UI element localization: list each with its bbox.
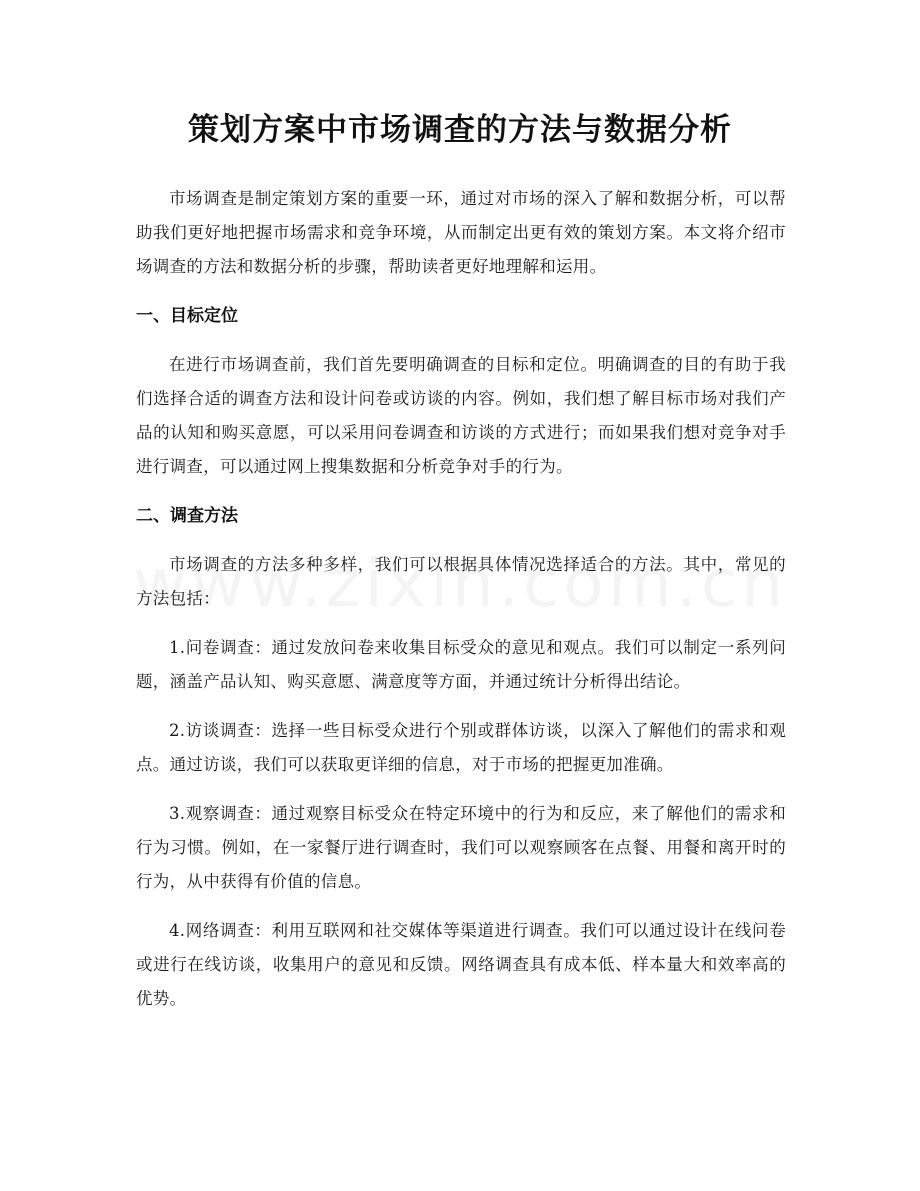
intro-paragraph: 市场调查是制定策划方案的重要一环，通过对市场的深入了解和数据分析，可以帮助我们更好地把握市场需求和竞争环境，从而制定出更有效的策划方案。本文将介绍市场调查的方法和数据分析的步骤，帮助读者更好地理解和运用。 bbox=[136, 189, 786, 276]
method-item-interview: 2.访谈调查：选择一些目标受众进行个别或群体访谈，以深入了解他们的需求和观点。通过访谈，我们可以获取更详细的信息，对于市场的把握更加准确。 bbox=[136, 721, 786, 774]
method-item-observation: 3.观察调查：通过观察目标受众在特定环境中的行为和反应，来了解他们的需求和行为习惯。例如，在一家餐厅进行调查时，我们可以观察顾客在点餐、用餐和离开时的行为，从中获得有价值的信息。 bbox=[136, 804, 786, 891]
method-item-questionnaire: 1.问卷调查：通过发放问卷来收集目标受众的意见和观点。我们可以制定一系列问题，涵盖产品认知、购买意愿、满意度等方面，并通过统计分析得出结论。 bbox=[136, 638, 786, 691]
section-goal-paragraph: 在进行市场调查前，我们首先要明确调查的目标和定位。明确调查的目的有助于我们选择合适的调查方法和设计问卷或访谈的内容。例如，我们想了解目标市场对我们产品的认知和购买意愿，可以采用问卷调查和访谈的方式进行；而如果我们想对竞争对手进行调查，可以通过网上搜集数据和分析竞争对手的行为。 bbox=[136, 355, 786, 476]
method-item-online: 4.网络调查：利用互联网和社交媒体等渠道进行调查。我们可以通过设计在线问卷或进行在线访谈，收集用户的意见和反馈。网络调查具有成本低、样本量大和效率高的优势。 bbox=[136, 921, 786, 1008]
section-heading-goal: 一、目标定位 bbox=[136, 306, 238, 326]
page-title: 策划方案中市场调查的方法与数据分析 bbox=[188, 112, 732, 148]
section-heading-methods: 二、调查方法 bbox=[136, 506, 238, 526]
section-methods-paragraph: 市场调查的方法多种多样，我们可以根据具体情况选择适合的方法。其中，常见的方法包括： bbox=[136, 555, 786, 608]
document-body bbox=[136, 182, 786, 1031]
